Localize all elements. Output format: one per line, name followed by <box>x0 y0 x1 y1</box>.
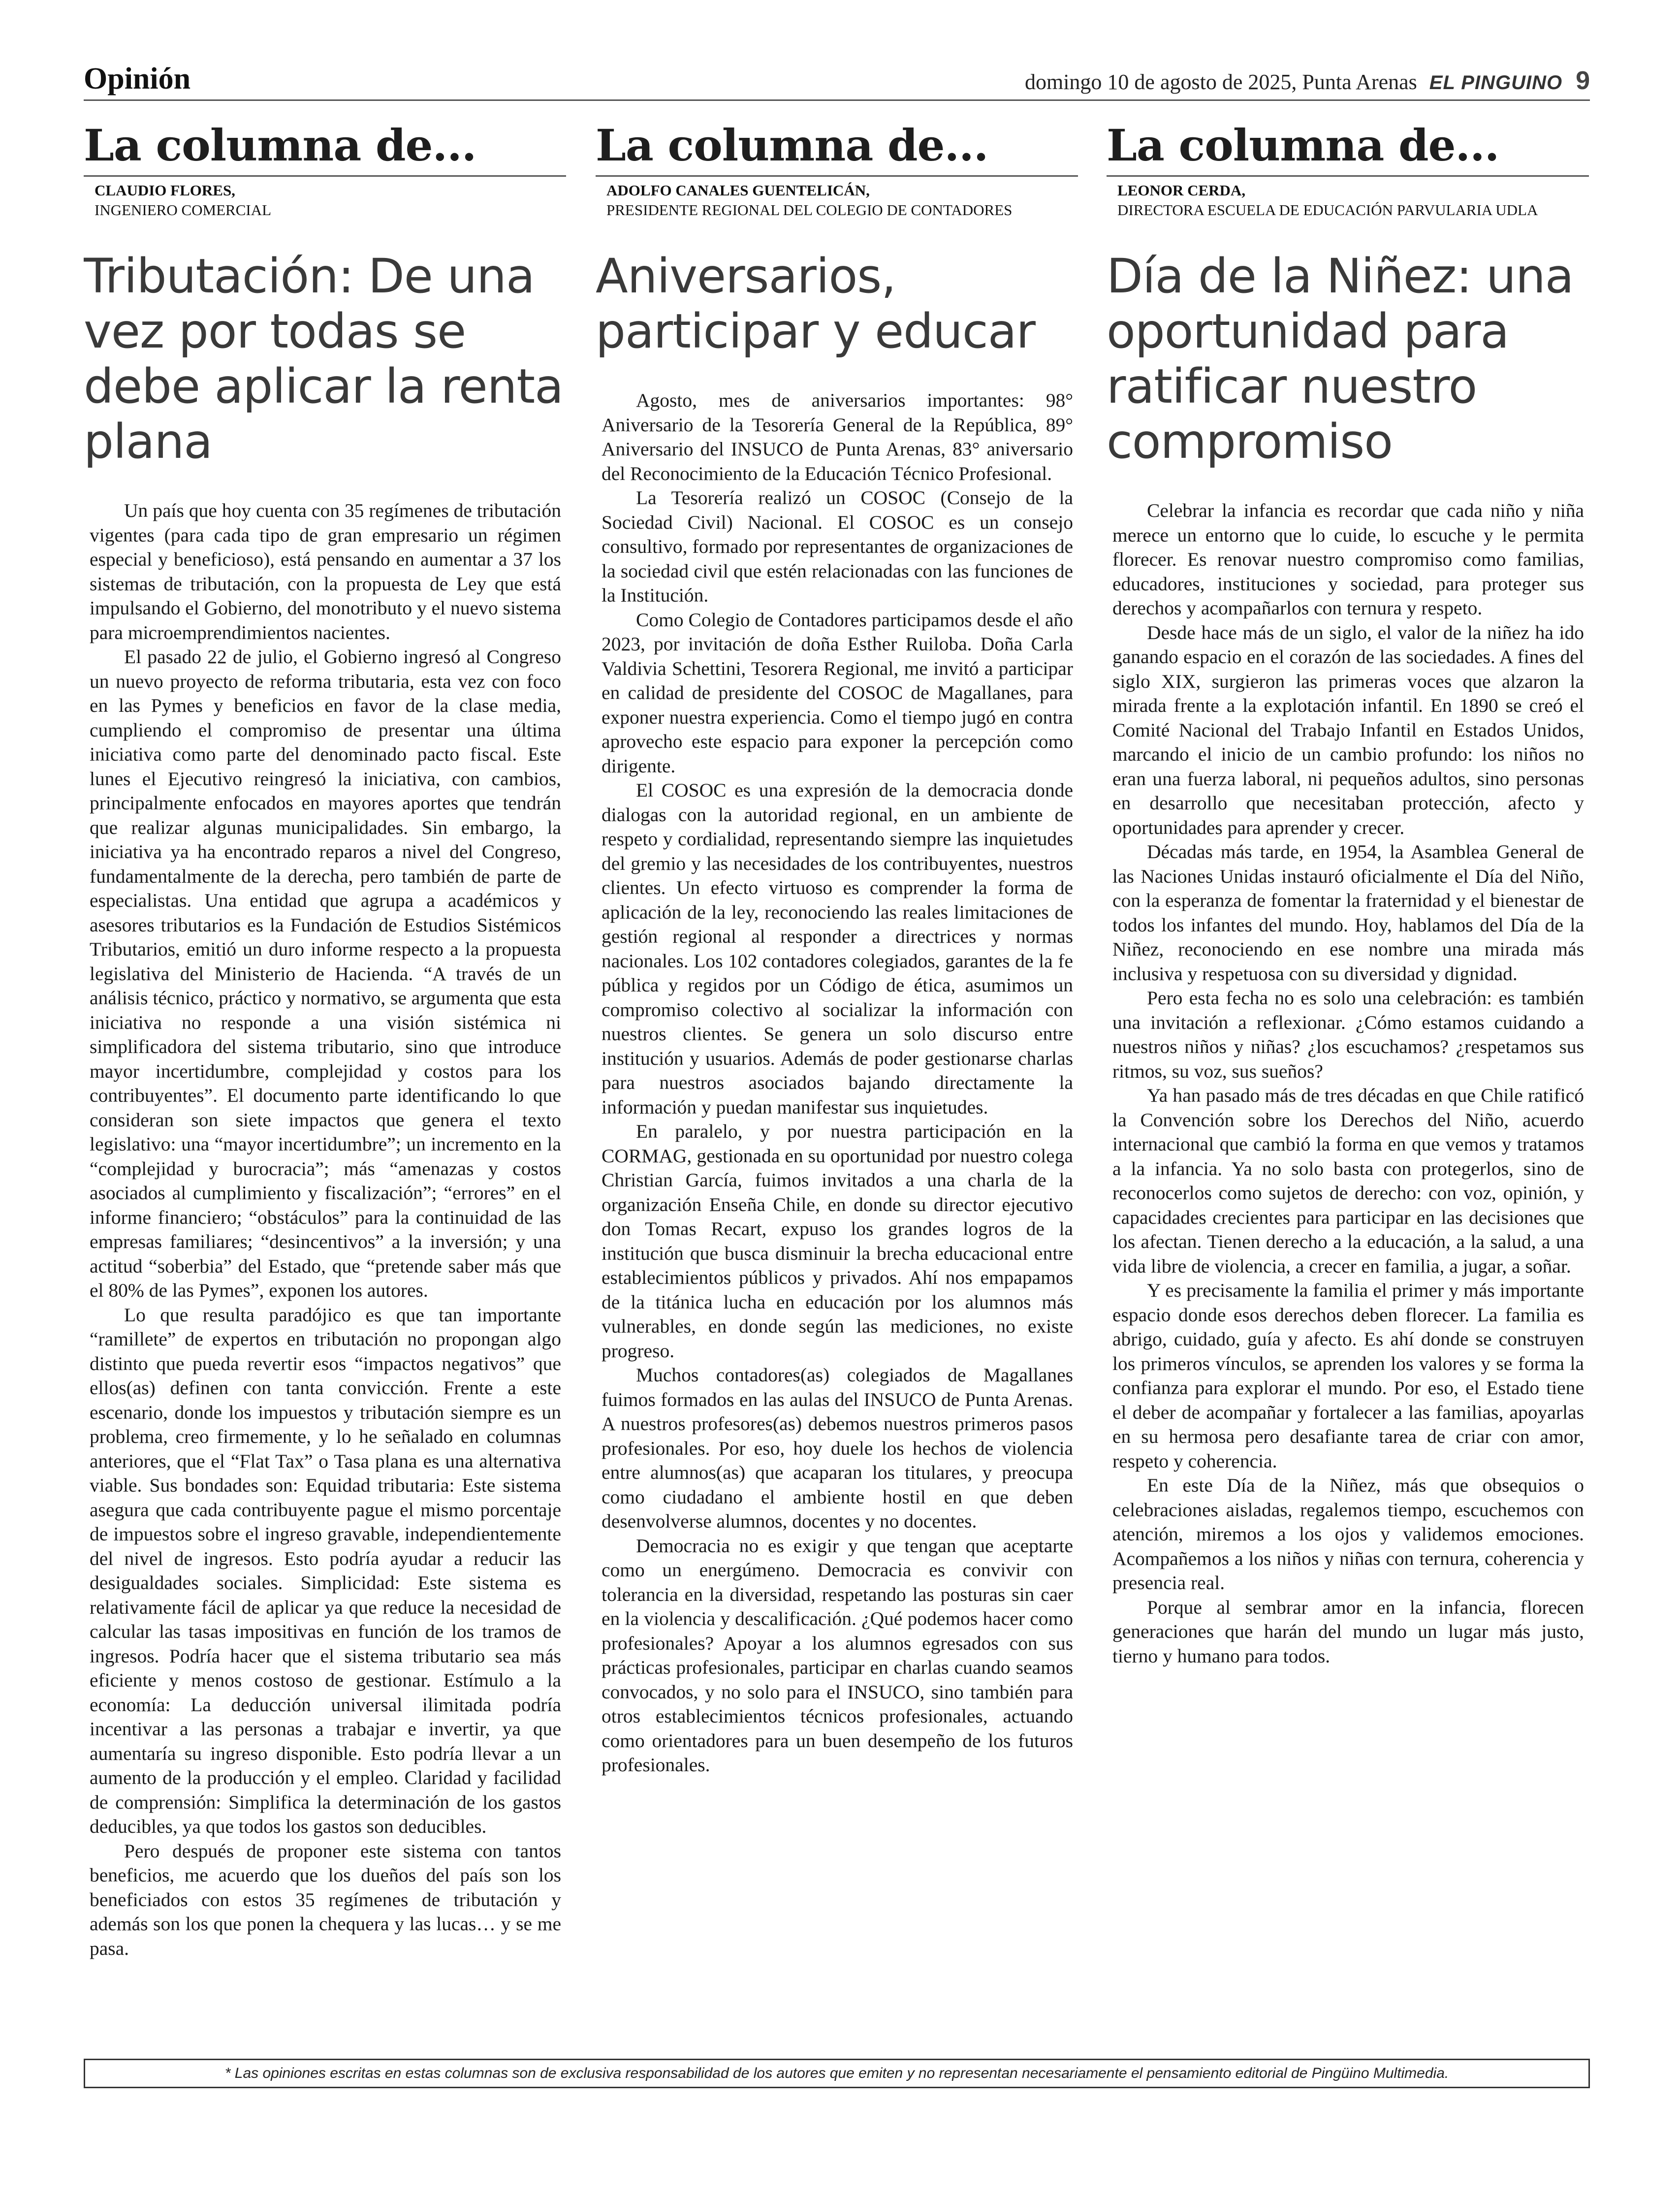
author-role: INGENIERO COMERCIAL <box>95 201 272 219</box>
article-paragraph: Desde hace más de un siglo, el valor de la niñez ha ido ganando espacio en el corazón de las sociedades. A fines del siglo XIX, surgieron las primeras voces que alzaron la mirada frente a la explotación infantil. En 1890 se creó el Comité Nacional del Trabajo Infantil en Estados Unidos, marcando el inicio de un cambio profundo: los niños no eran una fuerza laboral, ni pequeños adultos, sino personas en desarrollo que necesitaban protección, afecto y oportunidades para aprender y crecer. <box>1112 621 1584 838</box>
column-rubric: La columna de... <box>84 118 566 177</box>
article-paragraph: La Tesorería realizó un COSOC (Consejo de la Sociedad Civil) Nacional. El COSOC es un consejo consultivo, formado por representantes de organizaciones de la sociedad civil que estén relacionadas con las funciones de la Institución. <box>602 487 1073 606</box>
article-paragraph: Democracia no es exigir y que tengan que aceptarte como un energúmeno. Democracia es convivir con tolerancia en la diversidad, respetando las posturas sin caer en la violencia y descalificación. ¿Qué podemos hacer como profesionales? Apoyar a los alumnos egresados con sus prácticas profesionales, participar en charlas cuando seamos convocados, y no solo para el INSUCO, sino también para otros establecimientos técnicos profesionales, actuando como orientadores para un buen desempeño de los futuros profesionales. <box>602 1534 1073 1776</box>
article-paragraph: El pasado 22 de julio, el Gobierno ingresó al Congreso un nuevo proyecto de reforma tributaria, esta vez con foco en las Pymes y beneficios en favor de la clase media, cumpliendo el compromiso de presentar una última iniciativa como parte del denominado pacto fiscal. Este lunes el Ejecutivo reingresó la iniciativa, con cambios, principalmente enfocados en mayores aportes que tendrán que realizar algunas municipalidades. Sin embargo, la iniciativa ya ha encontrado reparos a nivel del Congreso, fundamentalmente de la derecha, pero también de parte de especialistas. Una entidad que agrupa a académicos y asesores tributarios es la Fundación de Estudios Sistémicos Tributarios, emitió un duro informe respecto a la propuesta legislativa del Ministerio de Hacienda. “A través de un análisis técnico, práctico y normativo, se argumenta que esta iniciativa no responde a una visión sistémica ni simplificadora del sistema tributario, sino que introduce mayor incertidumbre, complejidad y costos para los contribuyentes”. El documento parte identificando lo que consideran son siete impactos que genera el texto legislativo: una “mayor incertidumbre”; un incremento en la “complejidad y burocracia”; más “amenazas y costos asociados al cumplimiento y fiscalización”; “errores” en el informe financiero; “obstáculos” para la continuidad de las empresas familiares; “desincentivos” a la inversión; y una actitud “soberbia” del Estado, que “pretende saber más que el 80% de las Pymes”, exponen los autores. <box>90 646 561 1301</box>
page-number: 9 <box>1576 66 1590 95</box>
section-label: Opinión <box>84 62 191 96</box>
byline <box>1117 181 1589 220</box>
newspaper-brand: EL PINGUINO <box>1429 72 1563 94</box>
article-paragraph: En paralelo, y por nuestra participación en la CORMAG, gestionada en su oportunidad por nuestro colega Christian García, fuimos invitados a una charla de la organización Enseña Chile, en donde su director ejecutivo don Tomas Recart, expuso los grandes logros de la institución que busca disminuir la brecha educacional entre establecimientos públicos y privados. Ahí nos empapamos de la titánica lucha en educación por los alumnos más vulnerables, en donde según las mediciones, no existe progreso. <box>602 1120 1073 1362</box>
article-paragraph: Como Colegio de Contadores participamos desde el año 2023, por invitación de doña Esther Ruiloba. Doña Carla Valdivia Schettini, Tesorera Regional, me invitó a participar en calidad de presidente del COSOC de Magallanes, para exponer nuestra experiencia. Como el tiempo jugó en contra aprovecho este espacio para exponer la percepción como dirigente. <box>602 608 1073 777</box>
column-3 <box>1107 118 1589 2038</box>
article-paragraph: Pero después de proponer este sistema con tantos beneficios, me acuerdo que los dueños del país son los beneficiados con estos 35 regímenes de tributación y además son los que ponen la chequera y las lucas… y se me pasa. <box>90 1840 561 1959</box>
article-headline: Tributación: De una vez por todas se debe aplicar la renta plana <box>84 249 563 469</box>
article-paragraph: Porque al sembrar amor en la infancia, florecen generaciones que harán del mundo un lugar más justo, tierno y humano para todos. <box>1112 1596 1584 1667</box>
author-name: ADOLFO CANALES GUENTELICÁN, <box>606 182 870 199</box>
article-body <box>90 499 561 1961</box>
column-rubric: La columna de... <box>596 118 1078 177</box>
issue-date: domingo 10 de agosto de 2025, Punta Arenas <box>1024 70 1417 94</box>
page-header <box>84 59 1590 101</box>
footer-disclaimer: * Las opiniones escritas en estas columnas son de exclusiva responsabilidad de los autores que emiten y no representan necesariamente el pensamiento editorial de Pingüino Multimedia. <box>84 2059 1590 2088</box>
byline <box>95 181 566 220</box>
dateline <box>1025 66 1590 96</box>
article-paragraph: Pero esta fecha no es solo una celebración: es también una invitación a reflexionar. ¿Cómo estamos cuidando a nuestros niños y niñas? ¿los escuchamos? ¿respetamos sus ritmos, su voz, sus sueños? <box>1112 987 1584 1082</box>
author-name: LEONOR CERDA, <box>1117 182 1246 199</box>
author-role: PRESIDENTE REGIONAL DEL COLEGIO DE CONTADORES <box>606 201 1013 219</box>
article-paragraph: El COSOC es una expresión de la democracia donde dialogas con la autoridad regional, en un ambiente de respeto y cordialidad, representando siempre las inquietudes del gremio y las necesidades de los contribuyentes, nuestros clientes. Un efecto virtuoso es comprender la forma de aplicación de la ley, reconociendo las reales limitaciones de gestión regional al responder a directrices y normas nacionales. Los 102 contadores colegiados, garantes de la fe pública y regidos por un Código de ética, asumimos un compromiso colectivo al socializar la información con nuestros clientes. Se genera un solo discurso entre institución y usuarios. Además de poder gestionarse charlas para nuestros asociados bajando directamente la información y puedan manifestar sus inquietudes. <box>602 779 1073 1118</box>
author-name: CLAUDIO FLORES, <box>95 182 235 199</box>
article-paragraph: Un país que hoy cuenta con 35 regímenes de tributación vigentes (para cada tipo de gran empresario un régimen especial y beneficioso), está pensando en aumentar a 37 los sistemas de tributación, con la propuesta de Ley que está impulsando el Gobierno, del monotributo y el nuevo sistema para microemprendimientos nacientes. <box>90 500 561 643</box>
article-paragraph: En este Día de la Niñez, más que obsequios o celebraciones aisladas, regalemos tiempo, escuchemos con atención, miremos a los ojos y validemos emociones. Acompañemos a los niños y niñas con ternura, coherencia y presencia real. <box>1112 1474 1584 1593</box>
article-paragraph: Décadas más tarde, en 1954, la Asamblea General de las Naciones Unidas instauró oficialmente el Día del Niño, con la esperanza de fomentar la fraternidad y el bienestar de todos los infantes del mundo. Hoy, hablamos del Día de la Niñez, reconociendo en ese nombre una mirada más inclusiva y respetuosa con su diversidad y dignidad. <box>1112 841 1584 985</box>
article-paragraph: Lo que resulta paradójico es que tan importante “ramillete” de expertos en tributación no propongan algo distinto que pueda revertir esos “impactos negativos” que ellos(as) definen con tanta convicción. Frente a este escenario, donde los impuestos y tributación siempre es un problema, creo firmemente, y lo he señalado en columnas anteriores, que el “Flat Tax” o Tasa plana es una alternativa viable. Sus bondades son: Equidad tributaria: Este sistema asegura que cada contribuyente pague el mismo porcentaje de impuestos sobre el ingreso gravable, independientemente del nivel de ingresos. Esto podría ayudar a reducir las desigualdades sociales. Simplicidad: Este sistema es relativamente fácil de aplicar ya que reduce la necesidad de calcular las tasas impositivas en función de los tramos de ingresos. Podría hacer que el sistema tributario sea más eficiente y menos costoso de gestionar. Estímulo a la economía: La deducción universal ilimitada podría incentivar a las personas a trabajar e invertir, ya que aumentaría su ingreso disponible. Esto podría llevar a un aumento de la producción y el empleo. Claridad y facilidad de comprensión: Simplifica la determinación de los gastos deducibles, ya que todos los gastos son deducibles. <box>90 1304 561 1837</box>
article-headline: Aniversarios, participar y educar <box>596 249 1035 359</box>
article-headline: Día de la Niñez: una oportunidad para ratificar nuestro compromiso <box>1107 249 1574 469</box>
article-paragraph: Muchos contadores(as) colegiados de Magallanes fuimos formados en las aulas del INSUCO de Punta Arenas. A nuestros profesores(as) debemos nuestros primeros pasos profesionales. Por eso, hoy duele los hechos de violencia entre alumnos(as) que acaparan los titulares, y preocupa como ciudadano el ambiente hostil en que deben desenvolverse alumnos, docentes y no docentes. <box>602 1364 1073 1532</box>
article-paragraph: Y es precisamente la familia el primer y más importante espacio donde esos derechos deben florecer. La familia es abrigo, cuidado, guía y afecto. Es ahí donde se construyen los primeros vínculos, se aprenden los valores y se forma la confianza para explorar el mundo. Por eso, el Estado tiene el deber de acompañar y fortalecer a las familias, apoyarlas en su hermosa pero desafiante tarea de criar con amor, respeto y coherencia. <box>1112 1279 1584 1472</box>
article-body <box>602 388 1073 1778</box>
article-body <box>1112 499 1584 1668</box>
byline <box>606 181 1078 220</box>
column-rubric: La columna de... <box>1107 118 1589 177</box>
article-paragraph: Celebrar la infancia es recordar que cada niño y niña merece un entorno que lo cuide, lo escuche y le permita florecer. Es renovar nuestro compromiso como familias, educadores, instituciones y sociedad, para proteger sus derechos y acompañarlos con ternura y respeto. <box>1112 500 1584 619</box>
article-paragraph: Ya han pasado más de tres décadas en que Chile ratificó la Convención sobre los Derechos del Niño, acuerdo internacional que cambió la forma en que vemos y tratamos a la infancia. Ya no solo basta con protegerlos, sino de reconocerlos como sujetos de derecho: con voz, opinión, y capacidades crecientes para participar en las decisiones que los afectan. Tienen derecho a la educación, a la salud, a una vida libre de violencia, a crecer en familia, a jugar, a soñar. <box>1112 1084 1584 1277</box>
column-1 <box>84 118 566 2038</box>
author-role: DIRECTORA ESCUELA DE EDUCACIÓN PARVULARIA UDLA <box>1117 201 1538 219</box>
article-paragraph: Agosto, mes de aniversarios importantes: 98° Aniversario de la Tesorería General de la República, 89° Aniversario del INSUCO de Punta Arenas, 83° aniversario del Reconocimiento de la Educación Técnico Profesional. <box>602 389 1073 484</box>
column-2 <box>596 118 1078 2038</box>
